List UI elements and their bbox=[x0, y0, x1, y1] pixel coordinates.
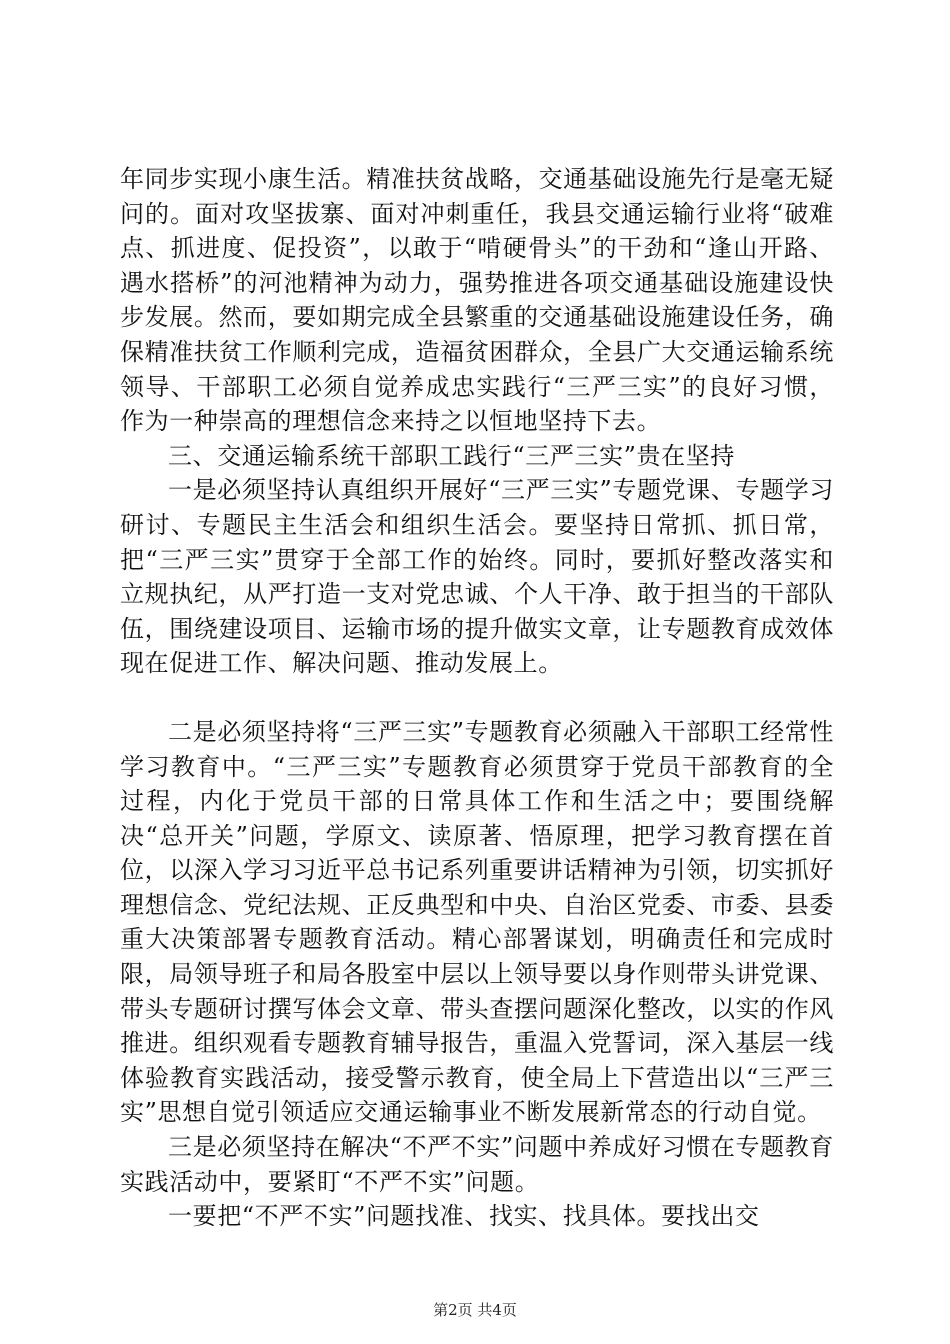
paragraph-point-two: 二是必须坚持将“三严三实”专题教育必须融入干部职工经常性学习教育中。“三严三实”专题教育必须贯穿于党员干部教育的全过程，内化于党员干部的日常具体工作和生活之中；要围绕解决“总开关”问题，学原文、读原著、悟原理，把学习教育摆在首位，以深入学习习近平总书记系列重要讲话精神为引领，切实抓好理想信念、党纪法规、正反典型和中央、自治区党委、市委、县委重大决策部署专题教育活动。精心部署谋划，明确责任和完成时限，局领导班子和局各股室中层以上领导要以身作则带头讲党课、带头专题研讨撰写体会文章、带头查摆问题深化整改，以实的作风推进。组织观看专题教育辅导报告，重温入党誓词，深入基层一线体验教育实践活动，接受警示教育，使全局上下营造出以“三严三实”思想自觉引领适应交通运输事业不断发展新常态的行动自觉。 bbox=[120, 717, 834, 1127]
paragraph-point-three: 三是必须坚持在解决“不严不实”问题中养成好习惯在专题教育实践活动中，要紧盯“不严不实”问题。 bbox=[120, 1133, 834, 1196]
section-heading-three: 三、交通运输系统干部职工践行“三严三实”贵在坚持 bbox=[168, 441, 735, 470]
paragraph-point-one: 一是必须坚持认真组织开展好“三严三实”专题党课、专题学习研讨、专题民主生活会和组织生活会。要坚持日常抓、抓日常，把“三严三实”贯穿于全部工作的始终。同时，要抓好整改落实和立规执纪，从严打造一支对党忠诚、个人干净、敢于担当的干部队伍，围绕建设项目、运输市场的提升做实文章，让专题教育成效体现在促进工作、解决问题、推动发展上。 bbox=[120, 476, 834, 678]
paragraph-continuation: 年同步实现小康生活。精准扶贫战略，交通基础设施先行是毫无疑问的。面对攻坚拔寨、面对冲刺重任，我县交通运输行业将“破难点、抓进度、促投资”，以敢于“啃硬骨头”的干劲和“逢山开路、遇水搭桥”的河池精神为动力，强势推进各项交通基础设施建设快步发展。然而，要如期完成全县繁重的交通基础设施建设任务，确保精准扶贫工作顺利完成，造福贫困群众，全县广大交通运输系统领导、干部职工必须自觉养成忠实践行“三严三实”的良好习惯，作为一种崇高的理想信念来持之以恒地坚持下去。 bbox=[120, 165, 834, 436]
paragraph-sub-point-one: 一要把“不严不实”问题找准、找实、找具体。要找出交 bbox=[168, 1202, 760, 1231]
document-body bbox=[120, 162, 834, 1234]
page-footer: 第2页 共4页 bbox=[433, 1301, 517, 1319]
